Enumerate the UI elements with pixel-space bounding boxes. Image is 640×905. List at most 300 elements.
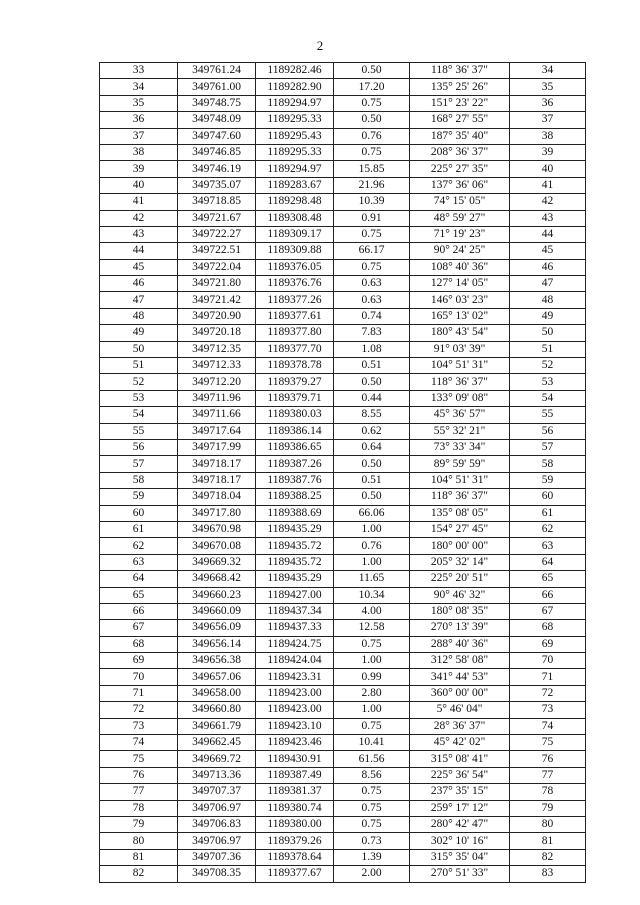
cell-y-coordinate: 1189309.17 — [256, 226, 334, 242]
cell-point-to: 79 — [510, 800, 586, 816]
table-row — [100, 161, 586, 177]
table-row — [100, 341, 586, 357]
page-number: 2 — [316, 38, 324, 53]
cell-x-coordinate: 349735.07 — [178, 177, 256, 193]
cell-point-from: 77 — [100, 784, 178, 800]
cell-y-coordinate: 1189380.00 — [256, 816, 334, 832]
cell-point-from: 76 — [100, 767, 178, 783]
cell-direction-angle: 146° 03' 23" — [410, 292, 510, 308]
cell-direction-angle: 118° 36' 37" — [410, 63, 510, 79]
table-row — [100, 571, 586, 587]
cell-direction-angle: 165° 13' 02" — [410, 308, 510, 324]
table-row — [100, 472, 586, 488]
cell-point-from: 60 — [100, 505, 178, 521]
cell-x-coordinate: 349656.14 — [178, 636, 256, 652]
cell-point-to: 54 — [510, 390, 586, 406]
cell-y-coordinate: 1189298.48 — [256, 194, 334, 210]
table-row — [100, 833, 586, 849]
cell-y-coordinate: 1189294.97 — [256, 161, 334, 177]
cell-direction-angle: 91° 03' 39" — [410, 341, 510, 357]
cell-x-coordinate: 349660.09 — [178, 603, 256, 619]
cell-y-coordinate: 1189380.03 — [256, 407, 334, 423]
cell-y-coordinate: 1189309.88 — [256, 243, 334, 259]
cell-x-coordinate: 349712.35 — [178, 341, 256, 357]
cell-distance: 0.63 — [334, 276, 410, 292]
cell-point-from: 74 — [100, 735, 178, 751]
cell-point-to: 82 — [510, 849, 586, 865]
cell-y-coordinate: 1189377.70 — [256, 341, 334, 357]
cell-point-from: 37 — [100, 128, 178, 144]
cell-x-coordinate: 349661.79 — [178, 718, 256, 734]
cell-distance: 66.06 — [334, 505, 410, 521]
cell-x-coordinate: 349718.04 — [178, 489, 256, 505]
cell-x-coordinate: 349748.09 — [178, 112, 256, 128]
cell-point-to: 69 — [510, 636, 586, 652]
cell-distance: 61.56 — [334, 751, 410, 767]
cell-distance: 10.41 — [334, 735, 410, 751]
cell-point-to: 56 — [510, 423, 586, 439]
cell-point-from: 78 — [100, 800, 178, 816]
table-row — [100, 784, 586, 800]
cell-point-to: 70 — [510, 653, 586, 669]
cell-direction-angle: 208° 36' 37" — [410, 144, 510, 160]
cell-point-to: 43 — [510, 210, 586, 226]
cell-direction-angle: 71° 19' 23" — [410, 226, 510, 242]
cell-direction-angle: 45° 42' 02" — [410, 735, 510, 751]
cell-y-coordinate: 1189423.10 — [256, 718, 334, 734]
cell-x-coordinate: 349718.17 — [178, 472, 256, 488]
cell-direction-angle: 187° 35' 40" — [410, 128, 510, 144]
cell-point-from: 52 — [100, 374, 178, 390]
cell-point-from: 56 — [100, 439, 178, 455]
cell-x-coordinate: 349660.80 — [178, 702, 256, 718]
cell-point-to: 74 — [510, 718, 586, 734]
cell-x-coordinate: 349669.72 — [178, 751, 256, 767]
table-row — [100, 423, 586, 439]
cell-point-from: 82 — [100, 866, 178, 882]
cell-y-coordinate: 1189386.14 — [256, 423, 334, 439]
cell-y-coordinate: 1189380.74 — [256, 800, 334, 816]
cell-direction-angle: 104° 51' 31" — [410, 358, 510, 374]
cell-point-to: 62 — [510, 521, 586, 537]
cell-point-to: 53 — [510, 374, 586, 390]
cell-x-coordinate: 349722.27 — [178, 226, 256, 242]
cell-direction-angle: 28° 36' 37" — [410, 718, 510, 734]
cell-y-coordinate: 1189437.33 — [256, 620, 334, 636]
cell-point-from: 75 — [100, 751, 178, 767]
cell-point-to: 60 — [510, 489, 586, 505]
cell-distance: 15.85 — [334, 161, 410, 177]
cell-y-coordinate: 1189387.26 — [256, 456, 334, 472]
cell-x-coordinate: 349746.19 — [178, 161, 256, 177]
cell-point-from: 47 — [100, 292, 178, 308]
cell-x-coordinate: 349712.33 — [178, 358, 256, 374]
cell-distance: 0.75 — [334, 226, 410, 242]
table-row — [100, 226, 586, 242]
cell-point-to: 38 — [510, 128, 586, 144]
cell-distance: 0.73 — [334, 833, 410, 849]
cell-point-to: 66 — [510, 587, 586, 603]
cell-direction-angle: 205° 32' 14" — [410, 554, 510, 570]
cell-point-from: 71 — [100, 685, 178, 701]
cell-y-coordinate: 1189283.67 — [256, 177, 334, 193]
cell-distance: 0.75 — [334, 636, 410, 652]
cell-point-to: 65 — [510, 571, 586, 587]
table-row — [100, 669, 586, 685]
cell-distance: 0.75 — [334, 144, 410, 160]
cell-direction-angle: 5° 46' 04" — [410, 702, 510, 718]
cell-direction-angle: 135° 25' 26" — [410, 79, 510, 95]
cell-point-to: 73 — [510, 702, 586, 718]
cell-direction-angle: 168° 27' 55" — [410, 112, 510, 128]
cell-distance: 0.75 — [334, 718, 410, 734]
coordinates-table — [99, 62, 586, 883]
table-row — [100, 292, 586, 308]
cell-y-coordinate: 1189377.61 — [256, 308, 334, 324]
cell-x-coordinate: 349706.97 — [178, 833, 256, 849]
cell-distance: 0.64 — [334, 439, 410, 455]
cell-y-coordinate: 1189435.29 — [256, 571, 334, 587]
cell-point-to: 35 — [510, 79, 586, 95]
cell-y-coordinate: 1189388.69 — [256, 505, 334, 521]
table-row — [100, 636, 586, 652]
cell-direction-angle: 225° 20' 51" — [410, 571, 510, 587]
cell-point-to: 47 — [510, 276, 586, 292]
cell-point-to: 57 — [510, 439, 586, 455]
table-row — [100, 325, 586, 341]
cell-point-from: 49 — [100, 325, 178, 341]
cell-direction-angle: 270° 13' 39" — [410, 620, 510, 636]
cell-point-to: 55 — [510, 407, 586, 423]
cell-distance: 0.99 — [334, 669, 410, 685]
cell-point-to: 83 — [510, 866, 586, 882]
cell-y-coordinate: 1189427.00 — [256, 587, 334, 603]
table-row — [100, 587, 586, 603]
cell-point-to: 63 — [510, 538, 586, 554]
cell-x-coordinate: 349718.17 — [178, 456, 256, 472]
cell-distance: 0.63 — [334, 292, 410, 308]
cell-distance: 10.39 — [334, 194, 410, 210]
cell-direction-angle: 315° 35' 04" — [410, 849, 510, 865]
table-row — [100, 79, 586, 95]
cell-distance: 0.50 — [334, 112, 410, 128]
cell-direction-angle: 127° 14' 05" — [410, 276, 510, 292]
cell-point-from: 58 — [100, 472, 178, 488]
table-row — [100, 194, 586, 210]
cell-y-coordinate: 1189308.48 — [256, 210, 334, 226]
cell-point-to: 76 — [510, 751, 586, 767]
cell-distance: 0.75 — [334, 816, 410, 832]
table-row — [100, 751, 586, 767]
cell-point-from: 73 — [100, 718, 178, 734]
cell-direction-angle: 90° 46' 32" — [410, 587, 510, 603]
cell-direction-angle: 225° 27' 35" — [410, 161, 510, 177]
table-row — [100, 259, 586, 275]
cell-point-to: 37 — [510, 112, 586, 128]
cell-direction-angle: 315° 08' 41" — [410, 751, 510, 767]
cell-point-from: 42 — [100, 210, 178, 226]
cell-direction-angle: 90° 24' 25" — [410, 243, 510, 259]
cell-point-from: 38 — [100, 144, 178, 160]
cell-distance: 12.58 — [334, 620, 410, 636]
table-row — [100, 128, 586, 144]
cell-y-coordinate: 1189377.80 — [256, 325, 334, 341]
cell-point-to: 75 — [510, 735, 586, 751]
cell-x-coordinate: 349707.36 — [178, 849, 256, 865]
cell-point-from: 48 — [100, 308, 178, 324]
cell-point-from: 39 — [100, 161, 178, 177]
cell-direction-angle: 154° 27' 45" — [410, 521, 510, 537]
cell-y-coordinate: 1189423.46 — [256, 735, 334, 751]
cell-y-coordinate: 1189430.91 — [256, 751, 334, 767]
cell-y-coordinate: 1189282.46 — [256, 63, 334, 79]
cell-x-coordinate: 349660.23 — [178, 587, 256, 603]
cell-distance: 0.62 — [334, 423, 410, 439]
table-row — [100, 816, 586, 832]
cell-point-to: 61 — [510, 505, 586, 521]
cell-point-from: 80 — [100, 833, 178, 849]
cell-direction-angle: 73° 33' 34" — [410, 439, 510, 455]
cell-direction-angle: 259° 17' 12" — [410, 800, 510, 816]
cell-y-coordinate: 1189435.72 — [256, 538, 334, 554]
cell-direction-angle: 225° 36' 54" — [410, 767, 510, 783]
table-row — [100, 538, 586, 554]
cell-point-from: 72 — [100, 702, 178, 718]
cell-point-from: 50 — [100, 341, 178, 357]
cell-direction-angle: 280° 42' 47" — [410, 816, 510, 832]
cell-distance: 1.00 — [334, 702, 410, 718]
table-row — [100, 210, 586, 226]
cell-point-from: 51 — [100, 358, 178, 374]
cell-x-coordinate: 349721.80 — [178, 276, 256, 292]
cell-point-from: 40 — [100, 177, 178, 193]
cell-point-from: 41 — [100, 194, 178, 210]
cell-x-coordinate: 349656.09 — [178, 620, 256, 636]
cell-point-from: 57 — [100, 456, 178, 472]
table-row — [100, 95, 586, 111]
cell-point-from: 63 — [100, 554, 178, 570]
cell-point-to: 45 — [510, 243, 586, 259]
cell-x-coordinate: 349708.35 — [178, 866, 256, 882]
cell-distance: 11.65 — [334, 571, 410, 587]
cell-x-coordinate: 349668.42 — [178, 571, 256, 587]
cell-direction-angle: 312° 58' 08" — [410, 653, 510, 669]
cell-point-to: 58 — [510, 456, 586, 472]
cell-y-coordinate: 1189381.37 — [256, 784, 334, 800]
cell-y-coordinate: 1189378.64 — [256, 849, 334, 865]
cell-y-coordinate: 1189379.26 — [256, 833, 334, 849]
cell-distance: 66.17 — [334, 243, 410, 259]
cell-distance: 4.00 — [334, 603, 410, 619]
table-row — [100, 374, 586, 390]
cell-direction-angle: 237° 35' 15" — [410, 784, 510, 800]
cell-point-from: 70 — [100, 669, 178, 685]
table-row — [100, 390, 586, 406]
table-row — [100, 800, 586, 816]
cell-point-from: 35 — [100, 95, 178, 111]
table-row — [100, 702, 586, 718]
cell-y-coordinate: 1189424.75 — [256, 636, 334, 652]
table-row — [100, 735, 586, 751]
cell-y-coordinate: 1189377.26 — [256, 292, 334, 308]
cell-direction-angle: 302° 10' 16" — [410, 833, 510, 849]
cell-direction-angle: 360° 00' 00" — [410, 685, 510, 701]
cell-distance: 0.75 — [334, 800, 410, 816]
cell-point-from: 59 — [100, 489, 178, 505]
cell-direction-angle: 55° 32' 21" — [410, 423, 510, 439]
table-row — [100, 685, 586, 701]
cell-x-coordinate: 349656.38 — [178, 653, 256, 669]
table-row — [100, 653, 586, 669]
cell-y-coordinate: 1189295.43 — [256, 128, 334, 144]
cell-x-coordinate: 349717.99 — [178, 439, 256, 455]
cell-point-from: 34 — [100, 79, 178, 95]
cell-distance: 2.80 — [334, 685, 410, 701]
cell-point-to: 59 — [510, 472, 586, 488]
cell-y-coordinate: 1189376.05 — [256, 259, 334, 275]
cell-point-to: 41 — [510, 177, 586, 193]
cell-point-to: 77 — [510, 767, 586, 783]
cell-x-coordinate: 349706.97 — [178, 800, 256, 816]
cell-point-to: 52 — [510, 358, 586, 374]
cell-direction-angle: 89° 59' 59" — [410, 456, 510, 472]
cell-distance: 0.50 — [334, 489, 410, 505]
cell-x-coordinate: 349721.42 — [178, 292, 256, 308]
coordinates-table-body — [100, 63, 586, 883]
cell-distance: 0.50 — [334, 374, 410, 390]
cell-point-to: 40 — [510, 161, 586, 177]
cell-x-coordinate: 349761.00 — [178, 79, 256, 95]
cell-point-to: 34 — [510, 63, 586, 79]
cell-distance: 2.00 — [334, 866, 410, 882]
table-row — [100, 358, 586, 374]
cell-point-from: 53 — [100, 390, 178, 406]
cell-point-to: 36 — [510, 95, 586, 111]
cell-point-from: 81 — [100, 849, 178, 865]
cell-direction-angle: 118° 36' 37" — [410, 489, 510, 505]
cell-x-coordinate: 349658.00 — [178, 685, 256, 701]
cell-point-to: 50 — [510, 325, 586, 341]
table-row — [100, 456, 586, 472]
cell-distance: 0.50 — [334, 63, 410, 79]
cell-point-to: 71 — [510, 669, 586, 685]
cell-x-coordinate: 349746.85 — [178, 144, 256, 160]
cell-y-coordinate: 1189376.76 — [256, 276, 334, 292]
cell-direction-angle: 288° 40' 36" — [410, 636, 510, 652]
cell-x-coordinate: 349670.08 — [178, 538, 256, 554]
cell-distance: 0.91 — [334, 210, 410, 226]
cell-distance: 1.00 — [334, 653, 410, 669]
cell-direction-angle: 137° 36' 06" — [410, 177, 510, 193]
cell-x-coordinate: 349718.85 — [178, 194, 256, 210]
cell-distance: 1.00 — [334, 554, 410, 570]
table-row — [100, 63, 586, 79]
cell-x-coordinate: 349657.06 — [178, 669, 256, 685]
cell-y-coordinate: 1189435.72 — [256, 554, 334, 570]
cell-distance: 1.39 — [334, 849, 410, 865]
cell-distance: 0.50 — [334, 456, 410, 472]
cell-y-coordinate: 1189282.90 — [256, 79, 334, 95]
table-row — [100, 407, 586, 423]
cell-point-to: 46 — [510, 259, 586, 275]
cell-point-to: 42 — [510, 194, 586, 210]
cell-point-to: 39 — [510, 144, 586, 160]
table-row — [100, 718, 586, 734]
cell-y-coordinate: 1189377.67 — [256, 866, 334, 882]
table-row — [100, 767, 586, 783]
cell-direction-angle: 151° 23' 22" — [410, 95, 510, 111]
cell-direction-angle: 133° 09' 08" — [410, 390, 510, 406]
cell-point-from: 54 — [100, 407, 178, 423]
table-row — [100, 112, 586, 128]
cell-point-from: 43 — [100, 226, 178, 242]
cell-distance: 1.08 — [334, 341, 410, 357]
cell-distance: 8.55 — [334, 407, 410, 423]
cell-distance: 21.96 — [334, 177, 410, 193]
cell-point-to: 48 — [510, 292, 586, 308]
cell-x-coordinate: 349711.96 — [178, 390, 256, 406]
cell-direction-angle: 180° 08' 35" — [410, 603, 510, 619]
cell-x-coordinate: 349713.36 — [178, 767, 256, 783]
cell-point-to: 80 — [510, 816, 586, 832]
cell-point-from: 46 — [100, 276, 178, 292]
cell-point-to: 78 — [510, 784, 586, 800]
cell-x-coordinate: 349712.20 — [178, 374, 256, 390]
cell-x-coordinate: 349662.45 — [178, 735, 256, 751]
cell-y-coordinate: 1189295.33 — [256, 112, 334, 128]
cell-y-coordinate: 1189388.25 — [256, 489, 334, 505]
cell-x-coordinate: 349711.66 — [178, 407, 256, 423]
cell-distance: 10.34 — [334, 587, 410, 603]
cell-distance: 0.75 — [334, 259, 410, 275]
cell-y-coordinate: 1189294.97 — [256, 95, 334, 111]
cell-point-to: 72 — [510, 685, 586, 701]
cell-distance: 0.75 — [334, 95, 410, 111]
table-row — [100, 243, 586, 259]
table-row — [100, 308, 586, 324]
cell-y-coordinate: 1189387.49 — [256, 767, 334, 783]
cell-y-coordinate: 1189424.04 — [256, 653, 334, 669]
cell-y-coordinate: 1189387.76 — [256, 472, 334, 488]
cell-distance: 0.51 — [334, 358, 410, 374]
cell-x-coordinate: 349717.64 — [178, 423, 256, 439]
cell-point-to: 49 — [510, 308, 586, 324]
table-row — [100, 849, 586, 865]
cell-distance: 7.83 — [334, 325, 410, 341]
cell-distance: 0.76 — [334, 538, 410, 554]
cell-point-from: 68 — [100, 636, 178, 652]
cell-y-coordinate: 1189379.71 — [256, 390, 334, 406]
cell-point-from: 69 — [100, 653, 178, 669]
cell-distance: 17.20 — [334, 79, 410, 95]
cell-direction-angle: 180° 00' 00" — [410, 538, 510, 554]
cell-x-coordinate: 349721.67 — [178, 210, 256, 226]
cell-x-coordinate: 349722.04 — [178, 259, 256, 275]
cell-point-from: 79 — [100, 816, 178, 832]
cell-direction-angle: 104° 51' 31" — [410, 472, 510, 488]
cell-point-from: 67 — [100, 620, 178, 636]
table-row — [100, 144, 586, 160]
cell-point-from: 33 — [100, 63, 178, 79]
cell-point-to: 51 — [510, 341, 586, 357]
cell-distance: 0.76 — [334, 128, 410, 144]
cell-y-coordinate: 1189423.31 — [256, 669, 334, 685]
cell-x-coordinate: 349669.32 — [178, 554, 256, 570]
table-row — [100, 177, 586, 193]
cell-x-coordinate: 349717.80 — [178, 505, 256, 521]
table-row — [100, 505, 586, 521]
cell-x-coordinate: 349706.83 — [178, 816, 256, 832]
